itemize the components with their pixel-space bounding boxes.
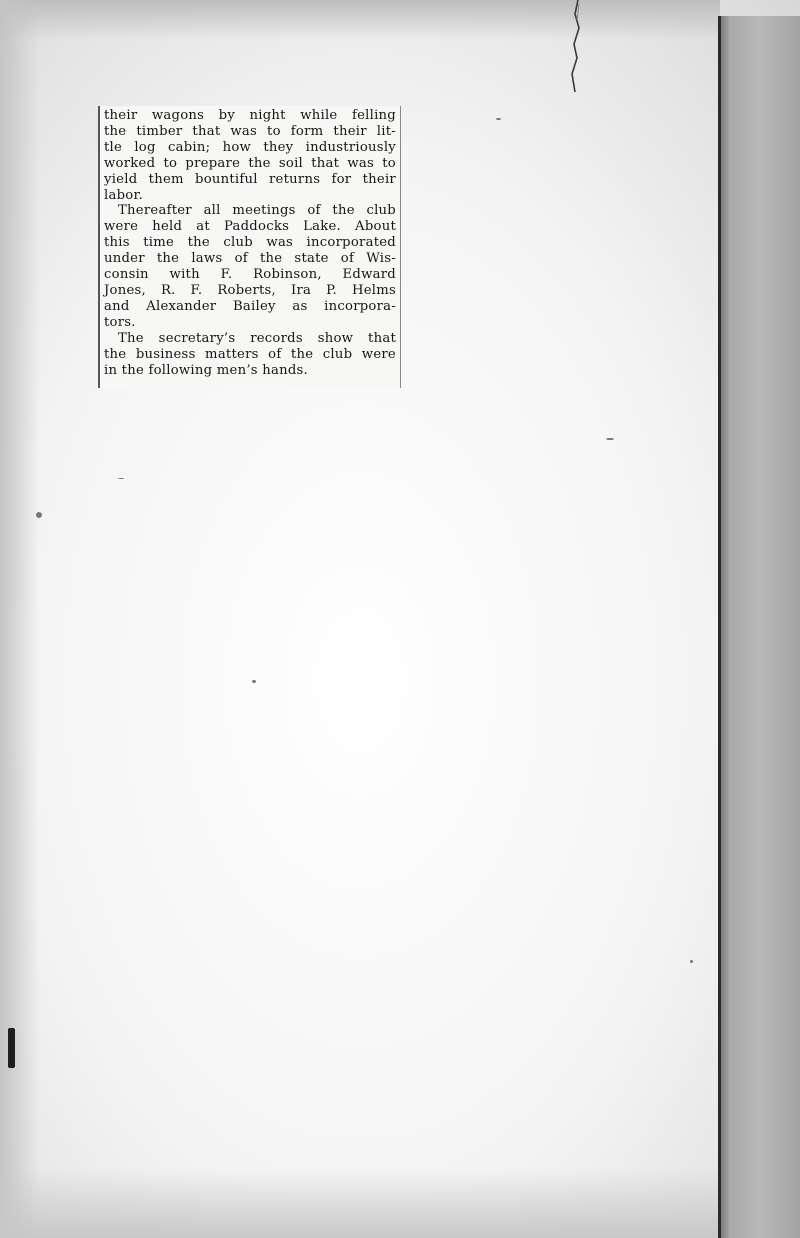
clipping-text (104, 108, 396, 378)
clipping-line: labor. (104, 187, 144, 203)
page-bottom-shadow (0, 1168, 720, 1238)
paper-fleck (118, 478, 124, 479)
clipping-line: Jones, R. F. Roberts, Ira P. Helms (104, 282, 396, 298)
clipping-line: The secretary’s records show that (118, 330, 396, 346)
clipping-line: and Alexander Bailey as incorpora- (104, 298, 396, 314)
clipping-line: yield them bountiful returns for their (104, 171, 396, 187)
page-top-shadow (0, 0, 720, 40)
clipping-line: tors. (104, 314, 136, 330)
paper-fleck (252, 680, 256, 683)
newspaper-clipping (98, 106, 401, 388)
clipping-line: in the following men’s hands. (104, 362, 308, 378)
clipping-line: this time the club was incorporated (104, 235, 396, 251)
clipping-line: the business matters of the club were (104, 346, 396, 362)
paper-fleck (606, 438, 614, 440)
clipping-line: Thereafter all meetings of the club (118, 203, 396, 219)
paper-fleck (496, 118, 501, 120)
clipping-line: under the laws of the state of Wis- (104, 251, 396, 267)
clipping-line: the timber that was to form their lit- (104, 123, 396, 139)
clipping-line: were held at Paddocks Lake. About (104, 219, 396, 235)
clipping-line: their wagons by night while felling (104, 108, 396, 123)
clipping-line: worked to prepare the soil that was to (104, 155, 396, 171)
paper-tear (566, 0, 586, 92)
paper-fleck (690, 960, 693, 963)
clipping-line: consin with F. Robinson, Edward (104, 267, 396, 283)
paper-fleck (36, 512, 42, 518)
clipping-line: tle log cabin; how they industriously (104, 139, 396, 155)
right-edge-strip (718, 16, 800, 1238)
binding-mark (4, 1026, 18, 1070)
